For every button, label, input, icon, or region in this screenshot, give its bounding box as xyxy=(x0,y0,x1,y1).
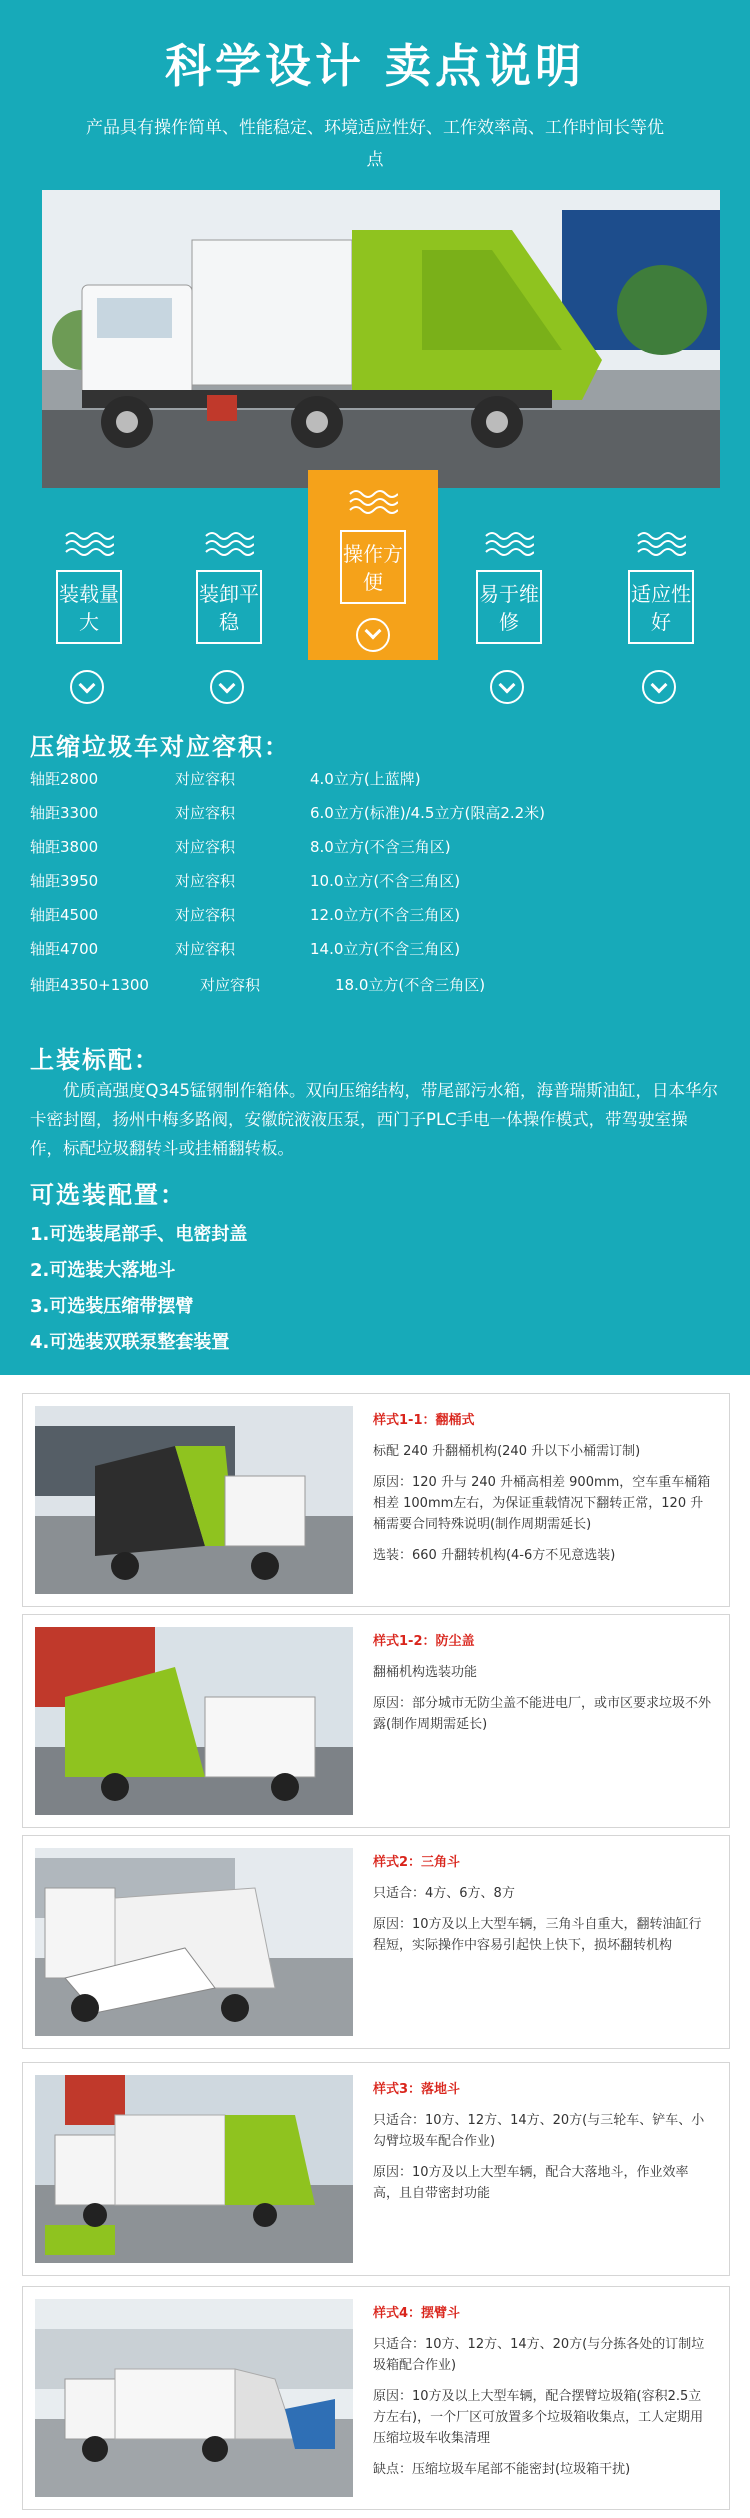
truck-photo xyxy=(35,2075,353,2263)
feature-adapt xyxy=(606,530,716,710)
truck-photo xyxy=(35,2299,353,2497)
capacity-row: 轴距4500 对应容积 12.0立方(不含三角区) xyxy=(30,906,461,924)
waves-icon xyxy=(64,530,114,556)
card-line: 原因：部分城市无防尘盖不能进电厂，或市区要求垃圾不外露(制作周期需延长) xyxy=(373,1696,712,1732)
feature-label: 操作方便 xyxy=(340,530,406,604)
option-item: 2.可选装大落地斗 xyxy=(30,1260,176,1281)
card-title: 样式2：三角斗 xyxy=(373,1855,461,1870)
card-title: 样式3：落地斗 xyxy=(373,2082,461,2097)
card-line: 翻桶机构选装功能 xyxy=(373,1665,478,1680)
capacity-row: 轴距4350+1300 对应容积 18.0立方(不含三角区) xyxy=(30,976,486,994)
options-heading: 可选装配置： xyxy=(30,1181,186,1209)
feature-label: 易于维修 xyxy=(476,570,542,644)
chevron-down-icon xyxy=(210,670,244,704)
style-card-swing-arm xyxy=(22,2286,730,2510)
card-line: 原因：10方及以上大型车辆，三角斗自重大，翻转油缸行程短，实际操作中容易引起快上快下，损坏翻转机构 xyxy=(373,1917,702,1953)
card-title: 样式1-2：防尘盖 xyxy=(373,1634,475,1649)
truck-photo xyxy=(35,1627,353,1815)
feature-maintain xyxy=(454,530,564,710)
feature-stable xyxy=(174,530,284,710)
card-line: 选装：660 升翻转机构(4-6方不见意选装) xyxy=(373,1548,616,1563)
chevron-down-icon xyxy=(490,670,524,704)
standard-heading: 上装标配： xyxy=(30,1046,160,1074)
feature-load xyxy=(34,530,144,710)
option-item: 3.可选装压缩带摆臂 xyxy=(30,1296,194,1317)
capacity-row: 轴距3950 对应容积 10.0立方(不含三角区) xyxy=(30,872,461,890)
chevron-down-icon xyxy=(356,618,390,652)
feature-label: 适应性好 xyxy=(628,570,694,644)
truck-photo xyxy=(42,190,720,488)
page-subtitle: 产品具有操作简单、性能稳定、环境适应性好、工作效率高、工作时间长等优点 xyxy=(86,118,664,170)
capacity-row: 轴距3800 对应容积 8.0立方(不含三角区) xyxy=(30,838,451,856)
chevron-down-icon xyxy=(642,670,676,704)
page-title: 科学设计 卖点说明 xyxy=(164,39,585,93)
option-item: 4.可选装双联泵整套装置 xyxy=(30,1332,230,1353)
capacity-row: 轴距4700 对应容积 14.0立方(不含三角区) xyxy=(30,940,461,958)
feature-easy-operate xyxy=(308,470,438,660)
truck-photo xyxy=(35,1848,353,2036)
card-line: 只适合：10方、12方、14方、20方(与分拣各处的订制垃圾箱配合作业) xyxy=(373,2337,705,2373)
style-card-floor-bin xyxy=(22,2062,730,2276)
card-line: 原因：120 升与 240 升桶高相差 900mm，空车重车桶箱相差 100mm左右，为保证重载情况下翻转正常，120 升桶需要合同特殊说明(制作周期需延长) xyxy=(373,1475,711,1532)
capacity-heading: 压缩垃圾车对应容积： xyxy=(30,733,290,761)
waves-icon xyxy=(348,488,398,514)
waves-icon xyxy=(484,530,534,556)
truck-photo xyxy=(35,1406,353,1594)
card-title: 样式4：摆臂斗 xyxy=(373,2306,461,2321)
feature-label: 装载量大 xyxy=(56,570,122,644)
style-card-dust-cover xyxy=(22,1614,730,1828)
style-card-flip-bin xyxy=(22,1393,730,1607)
feature-label: 装卸平稳 xyxy=(196,570,262,644)
card-title: 样式1-1：翻桶式 xyxy=(373,1413,475,1428)
standard-text: 优质高强度Q345锰钢制作箱体。双向压缩结构，带尾部污水箱，海普瑞斯油缸，日本华尔卡密封圈，扬州中梅多路阀，安徽皖液液压泵，西门子PLC手电一体操作模式，带驾驶室操作，标配垃圾翻转斗或挂桶翻转板。 xyxy=(30,1081,718,1158)
capacity-row: 轴距2800 对应容积 4.0立方(上蓝牌) xyxy=(30,770,421,788)
card-line: 只适合：4方、6方、8方 xyxy=(373,1886,515,1901)
option-item: 1.可选装尾部手、电密封盖 xyxy=(30,1224,248,1245)
card-line: 原因：10方及以上大型车辆，配合摆臂垃圾箱(容积2.5立方左右)，一个厂区可放置多个垃圾箱收集点，工人定期用压缩垃圾车收集清理 xyxy=(373,2389,704,2446)
waves-icon xyxy=(204,530,254,556)
waves-icon xyxy=(636,530,686,556)
chevron-down-icon xyxy=(70,670,104,704)
capacity-row: 轴距3300 对应容积 6.0立方(标准)/4.5立方(限高2.2米) xyxy=(30,804,546,822)
card-line: 缺点：压缩垃圾车尾部不能密封(垃圾箱干扰) xyxy=(373,2462,631,2477)
card-line: 标配 240 升翻桶机构(240 升以下小桶需订制) xyxy=(373,1444,641,1459)
card-line: 原因：10方及以上大型车辆，配合大落地斗，作业效率高，且自带密封功能 xyxy=(373,2165,689,2201)
card-line: 只适合：10方、12方、14方、20方(与三轮车、铲车、小勾臂垃圾车配合作业) xyxy=(373,2113,705,2149)
style-card-triangle-bin xyxy=(22,1835,730,2049)
